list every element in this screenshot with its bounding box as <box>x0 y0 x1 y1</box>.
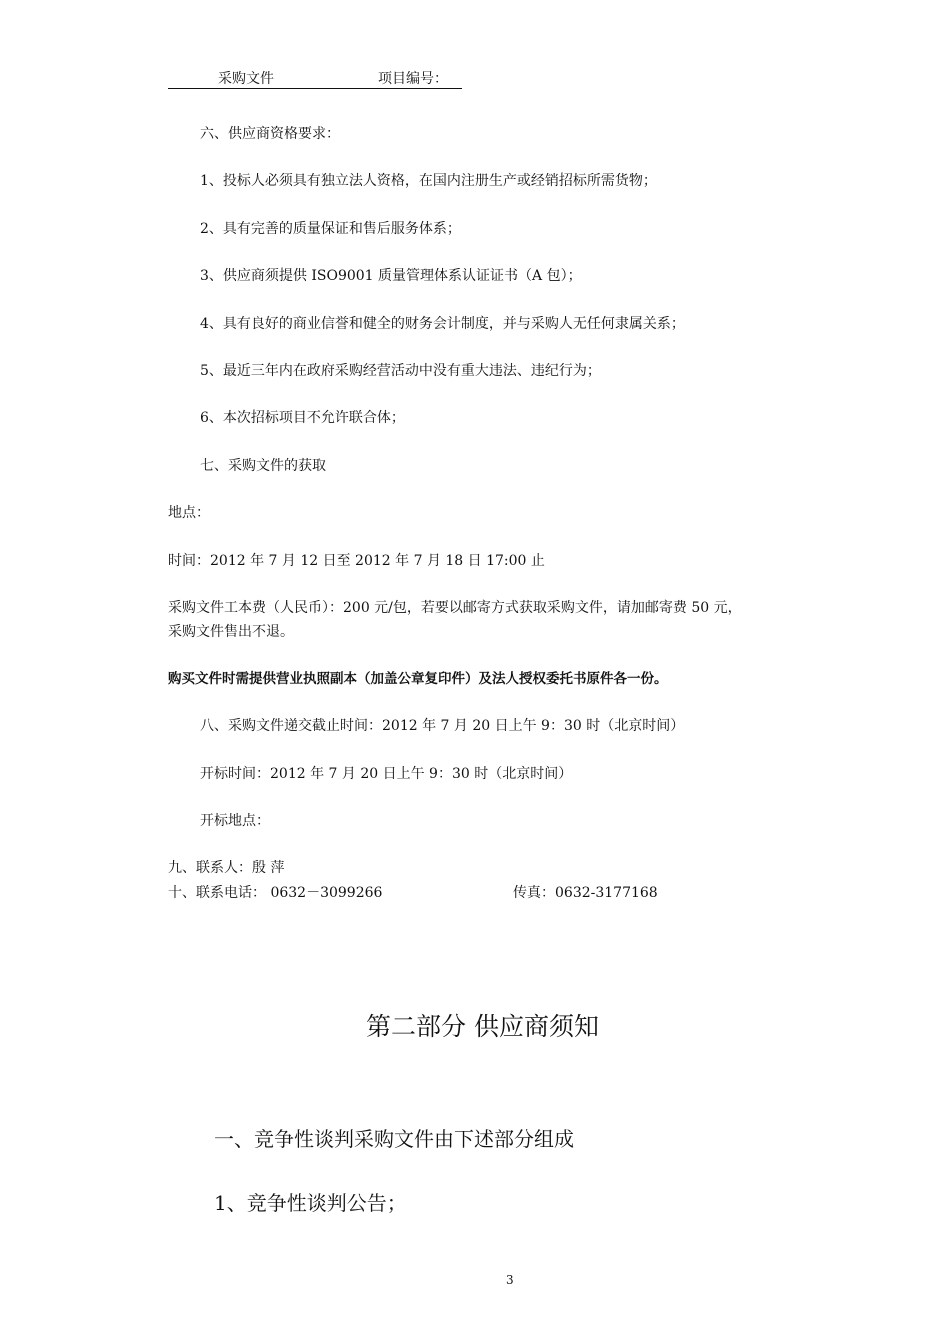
section7-notice: 购买文件时需提供营业执照副本（加盖公章复印件）及法人授权委托书原件各一份。 <box>168 671 668 687</box>
section8-deadline: 八、采购文件递交截止时间：2012 年 7 月 20 日上午 9：30 时（北京时间） <box>200 718 685 734</box>
running-header <box>168 70 462 89</box>
section7-location: 地点： <box>168 505 210 521</box>
part2-title: 第二部分 供应商须知 <box>366 1012 599 1041</box>
header-project-no-label: 项目编号： <box>378 71 448 87</box>
section6-title: 六、供应商资格要求： <box>200 126 340 142</box>
part2-subtitle: 一、竞争性谈判采购文件由下述部分组成 <box>214 1127 574 1151</box>
section6-item-5: 5、最近三年内在政府采购经营活动中没有重大违法、违纪行为； <box>200 363 601 379</box>
section8-open-time: 开标时间：2012 年 7 月 20 日上午 9：30 时（北京时间） <box>200 766 573 782</box>
section7-fee-line1: 采购文件工本费（人民币）：200 元/包，若要以邮寄方式获取采购文件，请加邮寄费 50 元， <box>168 600 742 616</box>
page-number: 3 <box>506 1273 514 1287</box>
section10-fax: 传真：0632-3177168 <box>513 885 658 901</box>
header-doc-label: 采购文件 <box>218 71 274 87</box>
section6-item-2: 2、具有完善的质量保证和售后服务体系； <box>200 221 461 237</box>
section6-item-3: 3、供应商须提供 ISO9001 质量管理体系认证证书（A 包）； <box>200 268 582 284</box>
section6-item-6: 6、本次招标项目不允许联合体； <box>200 410 405 426</box>
section6-item-4: 4、具有良好的商业信誉和健全的财务会计制度，并与采购人无任何隶属关系； <box>200 316 685 332</box>
section7-time: 时间：2012 年 7 月 12 日至 2012 年 7 月 18 日 17:00 止 <box>168 553 545 569</box>
section8-open-location: 开标地点： <box>200 813 270 829</box>
section10-phone: 十、联系电话： 0632－3099266 <box>168 885 383 901</box>
part2-item-1: 1、竞争性谈判公告； <box>214 1191 407 1215</box>
section7-title: 七、采购文件的获取 <box>200 458 326 474</box>
section9-contact: 九、联系人：殷 萍 <box>168 860 285 876</box>
section6-item-1: 1、投标人必须具有独立法人资格，在国内注册生产或经销招标所需货物； <box>200 173 657 189</box>
section7-fee-line2: 采购文件售出不退。 <box>168 624 294 640</box>
